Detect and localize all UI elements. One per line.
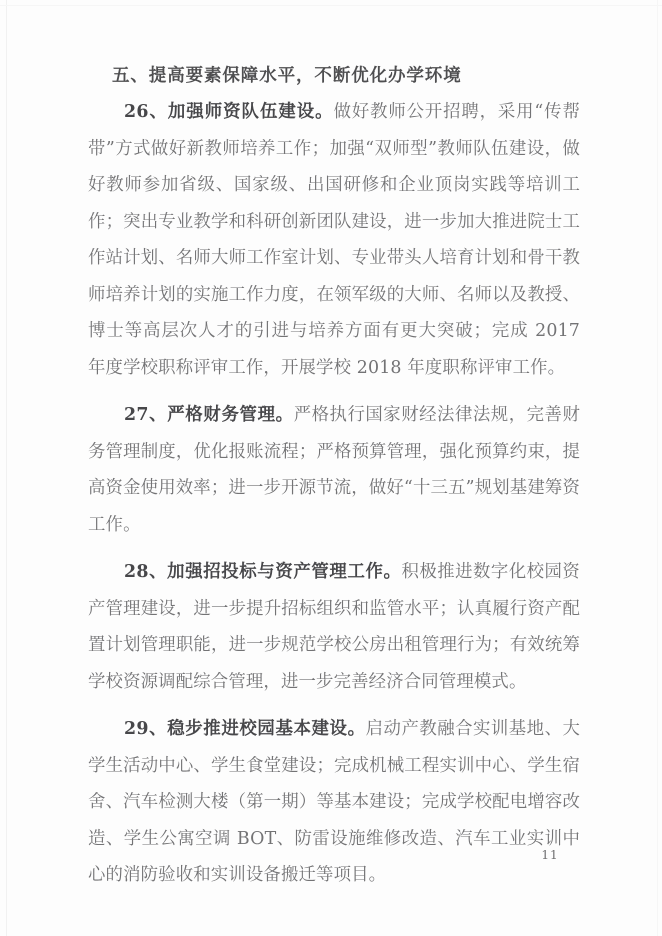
paragraph-lead-29: 29、稳步推进校园基本建设。 xyxy=(124,719,366,740)
paragraph-item-28 xyxy=(88,554,580,700)
paragraph-body-27: 严格执行国家财经法律法规，完善财务管理制度，优化报账流程；严格预算管理，强化预算约束，提高资金使用效率；进一步开源节流，做好“十三五”规划基建筹资工作。 xyxy=(88,405,581,535)
scan-edge-artifact-right xyxy=(657,0,658,936)
page-number: 11 xyxy=(541,848,559,862)
paragraph-item-26 xyxy=(88,94,580,386)
paragraph-lead-28: 28、加强招投标与资产管理工作。 xyxy=(124,562,402,583)
paragraph-body-28: 积极推进数字化校园资产管理建设，进一步提升招标组织和监管水平；认真履行资产配置计划管理职能，进一步规范学校公房出租管理行为；有效统筹学校资源调配综合管理，进一步完善经济合同管理模式。 xyxy=(88,562,580,692)
scan-edge-artifact-top xyxy=(0,5,662,6)
section-heading: 五、提高要素保障水平，不断优化办学环境 xyxy=(112,66,462,86)
paragraph-body-26: 做好教师公开招聘，采用“传帮带”方式做好新教师培养工作；加强“双师型”教师队伍建设，做好教师参加省级、国家级、出国研修和企业顶岗实践等培训工作；突出专业教学和科研创新团队建设，进一步加大推进院士工作站计划、名师大师工作室计划、专业带头人培育计划和骨干教师培养计划的实施工作力度，在领军级的大师、名师以及教授、博士等高层次人才的引进与培养方面有更大突破；完成 2017 年度学校职称评审工作，开展学校 2018 年度职称评审工作。 xyxy=(88,102,580,378)
paragraph-body-29: 启动产教融合实训基地、大学生活动中心、学生食堂建设；完成机械工程实训中心、学生宿舍、汽车检测大楼（第一期）等基本建设；完成学校配电增容改造、学生公寓空调 BOT、防雷设施维修改造、汽车工业实训中心的消防验收和实训设备搬迁等项目。 xyxy=(88,719,580,886)
document-text-column xyxy=(88,62,580,894)
paragraph-lead-27: 27、严格财务管理。 xyxy=(124,405,294,426)
scan-edge-artifact-left xyxy=(6,0,7,936)
paragraph-lead-26: 26、加强师资队伍建设。 xyxy=(124,102,334,123)
paragraph-item-29 xyxy=(88,711,580,894)
paragraph-item-27 xyxy=(88,397,580,543)
